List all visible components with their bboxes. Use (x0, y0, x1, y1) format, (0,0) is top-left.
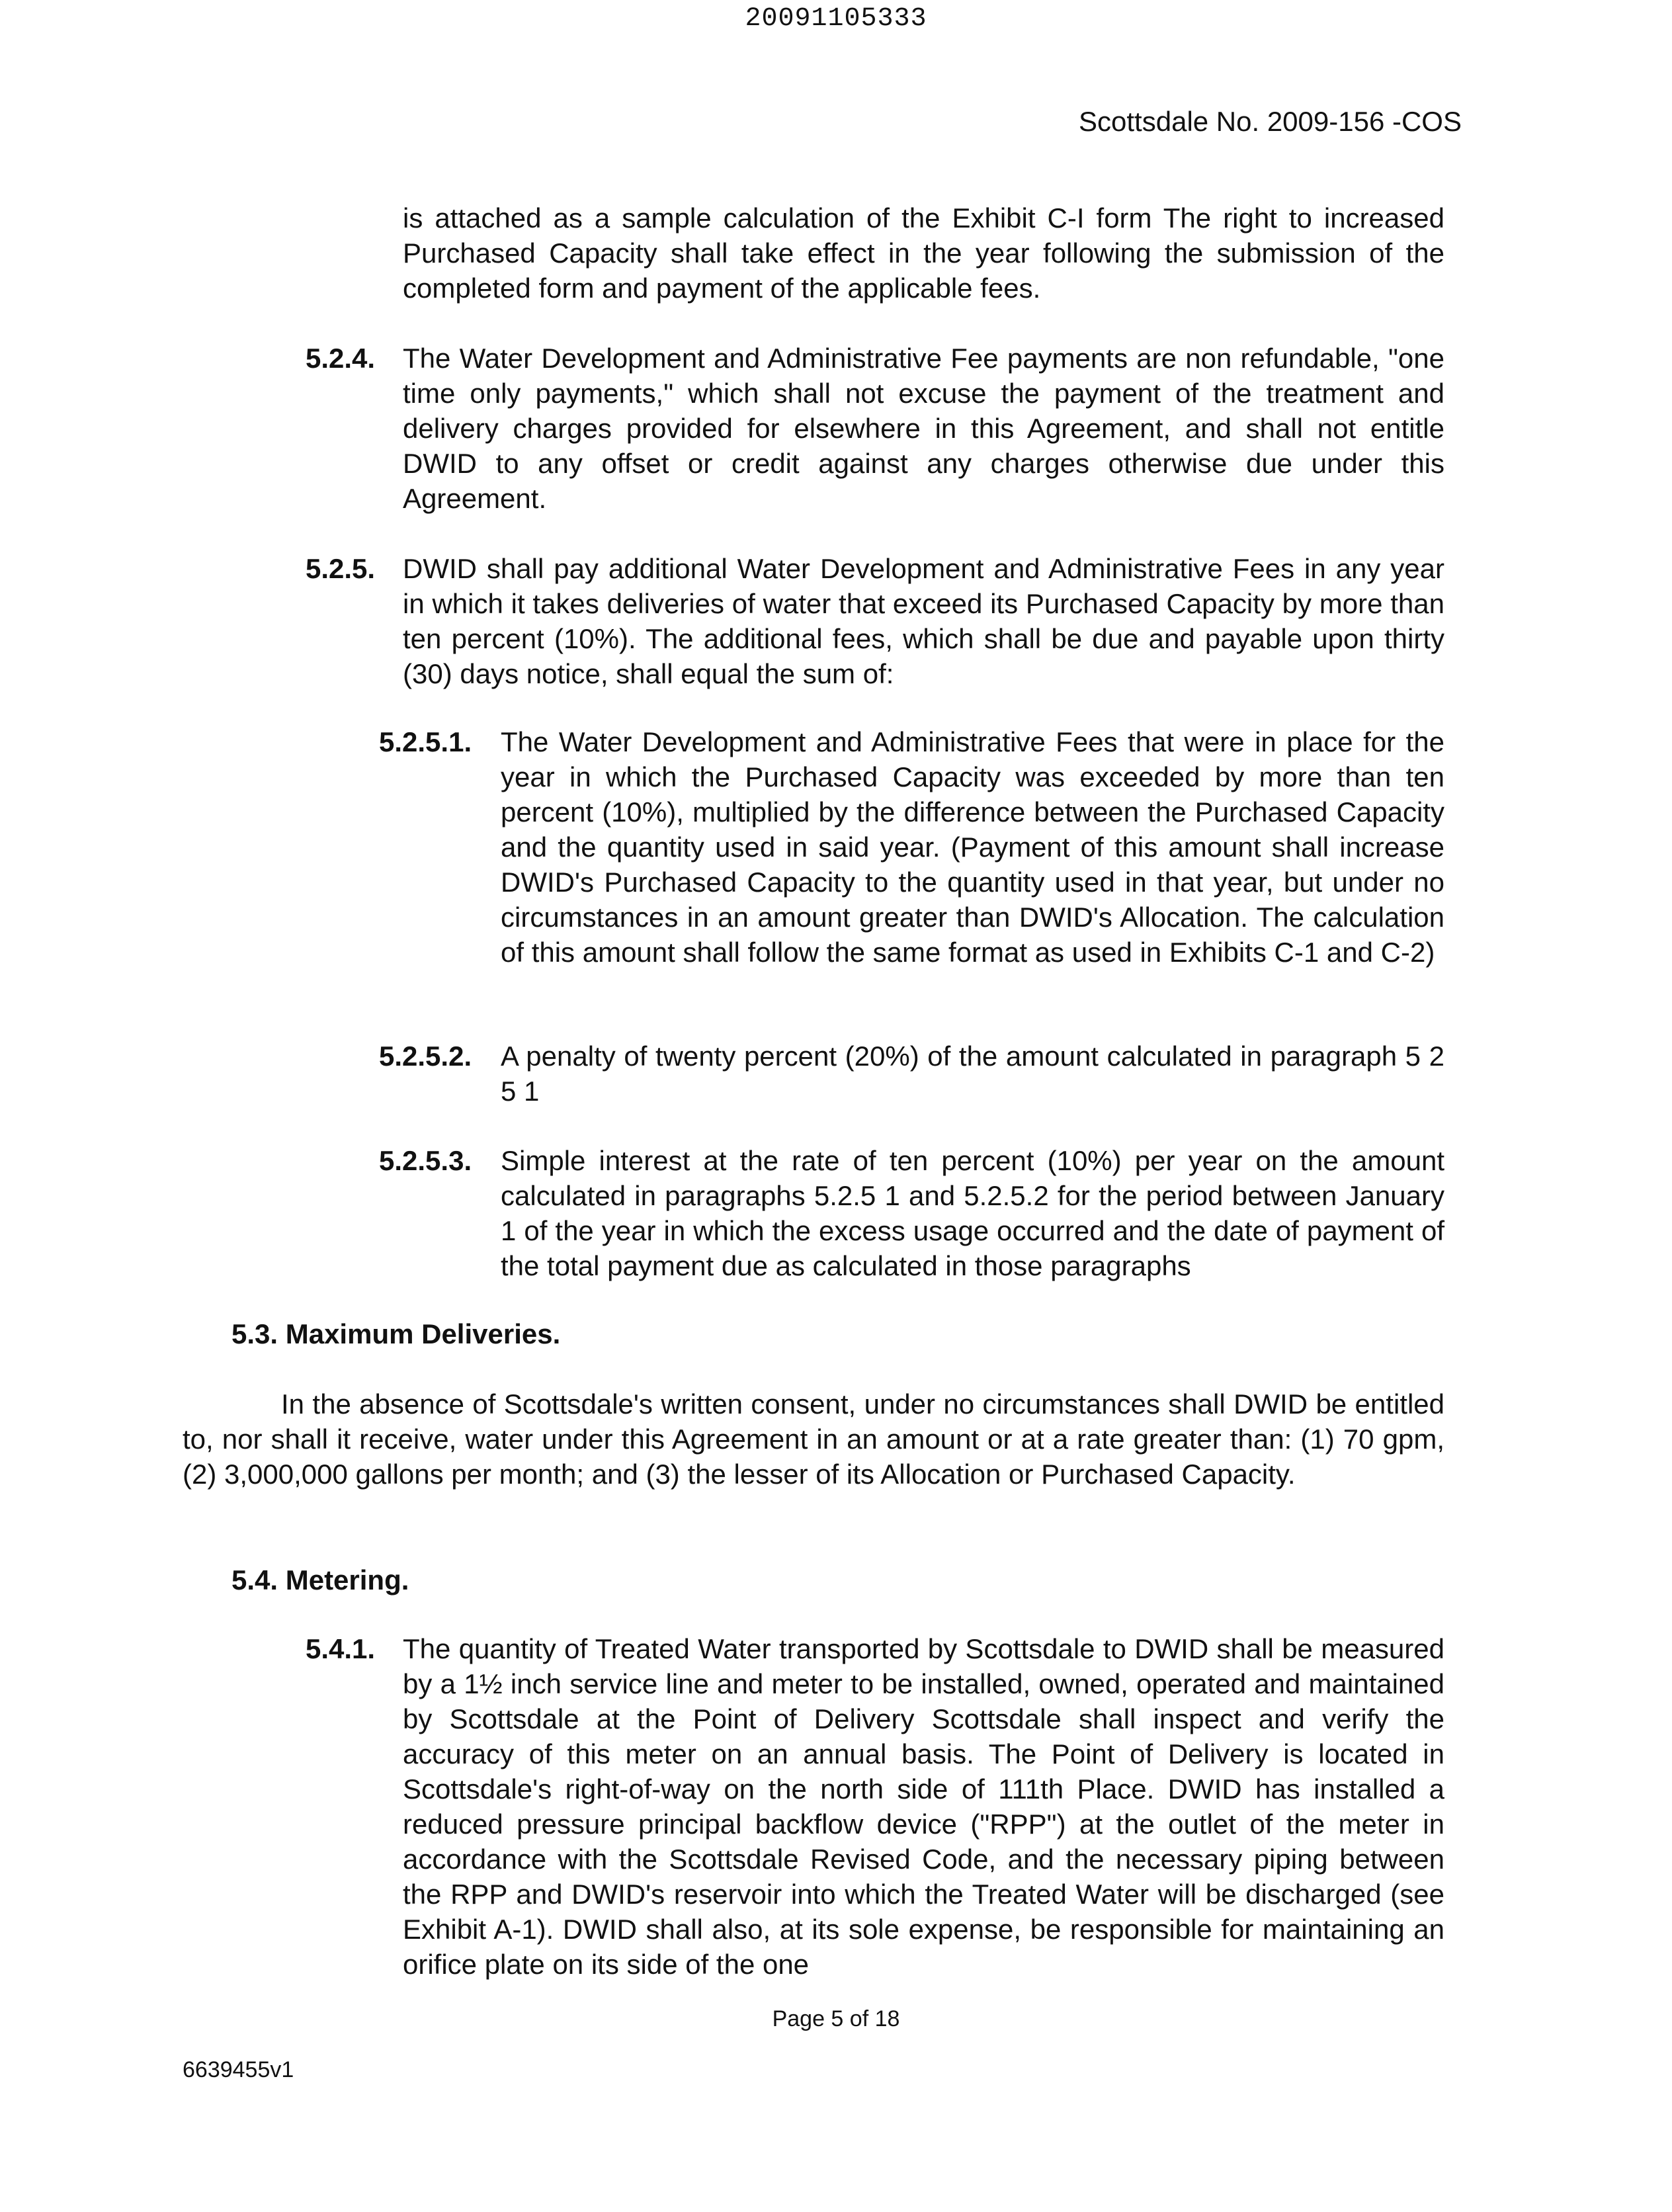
section-5-2-5-3-text: Simple interest at the rate of ten percent (10%) per year on the amount calculated in paragraphs 5.2.5 1 and 5.2.5.2 for the period between January 1 of the year in which the excess usage occurred and the date of payment of the total payment due as calculated in those paragraphs (501, 1145, 1444, 1281)
continuation-paragraph: is attached as a sample calculation of the Exhibit C-I form The right to increased Purchased Capacity shall take effect in the year following the submission of the completed form and payment of the applicable fees. (403, 202, 1444, 304)
section-5-3-text: In the absence of Scottsdale's written consent, under no circumstances shall DWID be entitled to, nor shall it receive, water under this Agreement in an amount or at a rate greater than: (1) 70 gpm, (2) 3,000,000 gallons per month; and (3) the lesser of its Allocation or Purchased Capacity. (183, 1388, 1444, 1490)
section-5-2-4-number: 5.2.4. (306, 343, 376, 374)
section-5-2-5-2-text: A penalty of twenty percent (20%) of the amount calculated in paragraph 5 2 5 1 (501, 1041, 1444, 1107)
page-header-reference: Scottsdale No. 2009-156 -COS (1079, 106, 1462, 137)
document-id: 6639455v1 (183, 2057, 294, 2082)
section-5-3-heading: 5.3. Maximum Deliveries. (231, 1318, 561, 1349)
section-5-2-5-1-text: The Water Development and Administrative Fees that were in place for the year in which the Purchased Capacity was exceeded by more than ten percent (10%), multiplied by the difference between the Purchased Capacity and the quantity used in said year. (Payment of this amount shall increase DWID's Purchased Capacity to the quantity used in that year, but under no circumstances in an amount greater than DWID's Allocation. The calculation of this amount shall follow the same format as used in Exhibits C-1 and C-2) (501, 726, 1444, 968)
section-5-2-5-3-number: 5.2.5.3. (379, 1145, 472, 1176)
section-5-2-5-2-number: 5.2.5.2. (379, 1041, 472, 1072)
document-stamp-number: 20091105333 (745, 4, 927, 34)
page-number: Page 5 of 18 (772, 2006, 900, 2031)
section-5-2-5-number: 5.2.5. (306, 553, 376, 584)
section-5-2-5-text: DWID shall pay additional Water Development and Administrative Fees in any year in which it takes deliveries of water that exceed its Purchased Capacity by more than ten percent (10%). The additional fees, which shall be due and payable upon thirty (30) days notice, shall equal the sum of: (403, 553, 1444, 689)
section-5-4-1-number: 5.4.1. (306, 1633, 376, 1664)
section-5-2-4-text: The Water Development and Administrative Fee payments are non refundable, "one time only payments," which shall not excuse the payment of the treatment and delivery charges provided for elsewhere in this Agreement, and shall not entitle DWID to any offset or credit against any charges otherwise due under this Agreement. (403, 343, 1444, 514)
section-5-2-5-1-number: 5.2.5.1. (379, 726, 472, 757)
section-5-4-1-text: The quantity of Treated Water transported by Scottsdale to DWID shall be measured by a 1½ inch service line and meter to be installed, owned, operated and maintained by Scottsdale at the Point of Delivery Scottsdale shall inspect and verify the accuracy of this meter on an annual basis. The Point of Delivery is located in Scottsdale's right-of-way on the north side of 111th Place. DWID has installed a reduced pressure principal backflow device ("RPP") at the outlet of the meter in accordance with the Scottsdale Revised Code, and the necessary piping between the RPP and DWID's reservoir into which the Treated Water will be discharged (see Exhibit A-1). DWID shall also, at its sole expense, be responsible for maintaining an orifice plate on its side of the one (403, 1633, 1444, 1980)
section-5-4-heading: 5.4. Metering. (231, 1564, 409, 1595)
